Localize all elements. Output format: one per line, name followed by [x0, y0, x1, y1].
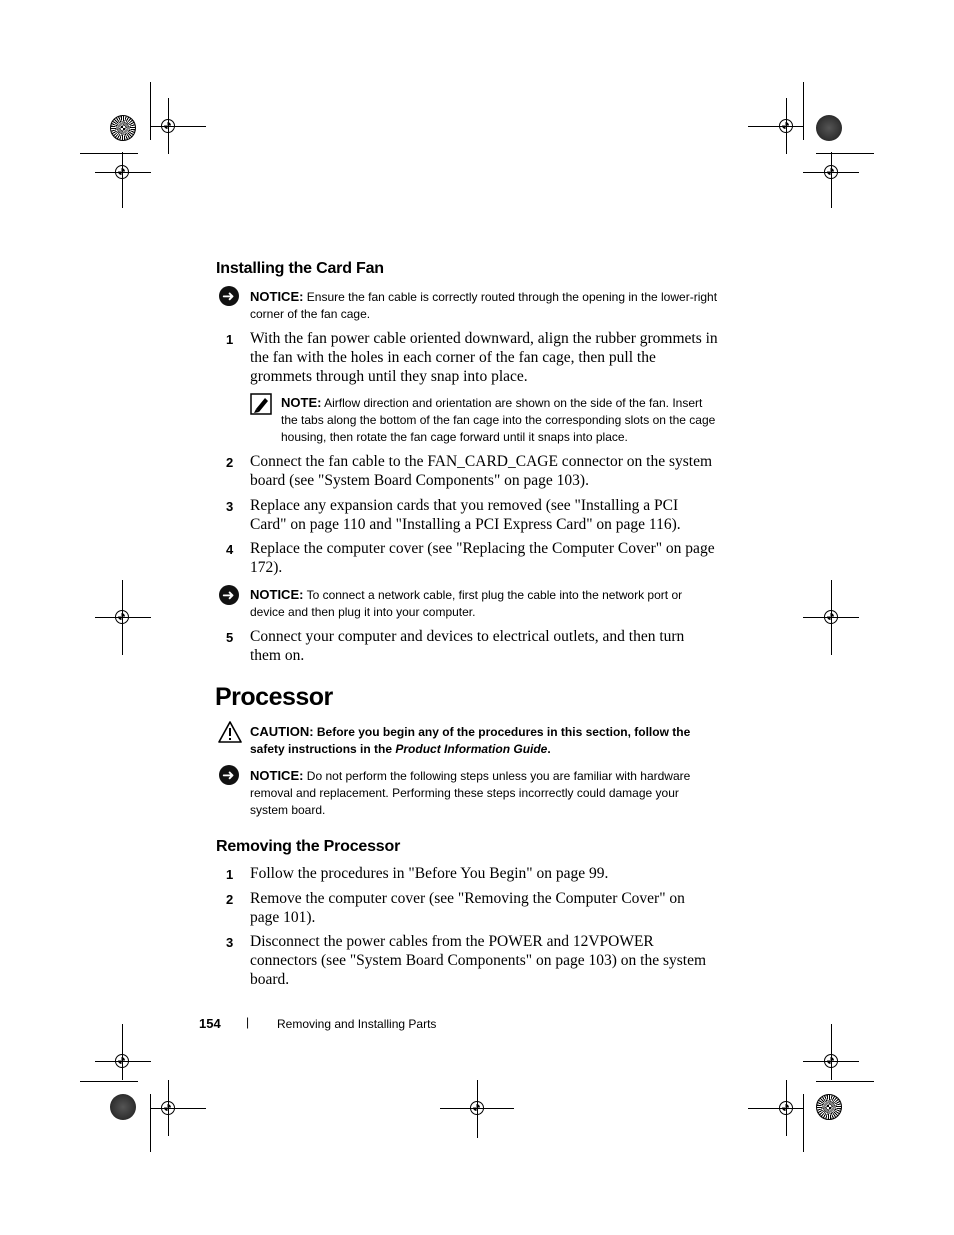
notice-label: NOTICE:	[250, 587, 304, 602]
step-number: 3	[226, 499, 234, 514]
notice-text: Ensure the fan cable is correctly routed through the opening in the lower-right corner of the fan cage.	[250, 290, 718, 321]
step-text: Remove the computer cover (see "Removing the Computer Cover" on page 101).	[250, 890, 685, 926]
registration-target-icon	[816, 115, 842, 141]
step-text: Connect the fan cable to the FAN_CARD_CAGE connector on the system board (see "System Board Components" on page 103).	[250, 453, 713, 489]
caution-triangle-icon	[218, 721, 242, 743]
notice-arrow-icon	[219, 765, 239, 785]
notice-block	[250, 767, 720, 819]
step-number: 4	[226, 542, 234, 557]
registration-target-icon	[816, 1094, 842, 1120]
caution-text: Before you begin any of the procedures in this section, follow the safety instructions in the	[250, 725, 691, 756]
step-text: Follow the procedures in "Before You Begin" on page 99.	[250, 865, 609, 882]
note-text: Airflow direction and orientation are shown on the side of the fan. Insert the tabs along the bottom of the fan cage into the corresponding slots on the cage housing, then rotate the fan cage forward until it snaps into place.	[281, 396, 716, 444]
step-text: Connect your computer and devices to electrical outlets, and then turn them on.	[250, 628, 685, 664]
note-block	[281, 394, 721, 446]
notice-block	[250, 586, 720, 621]
step-number: 1	[226, 332, 234, 347]
caution-label: CAUTION:	[250, 724, 314, 739]
step-number: 1	[226, 867, 234, 882]
notice-text: To connect a network cable, first plug the cable into the network port or device and then plug it into your computer.	[250, 588, 683, 619]
step-number: 5	[226, 630, 234, 645]
registration-target-icon	[110, 1094, 136, 1120]
step-text: Disconnect the power cables from the POWER and 12VPOWER connectors (see "System Board Components" on page 103) on the system board.	[250, 933, 707, 988]
notice-block	[250, 288, 720, 323]
step-number: 3	[226, 935, 234, 950]
step-text: Replace the computer cover (see "Replacing the Computer Cover" on page 172).	[250, 540, 715, 576]
footer-separator: |	[246, 1015, 250, 1029]
notice-label: NOTICE:	[250, 289, 304, 304]
step-number: 2	[226, 892, 234, 907]
notice-arrow-icon	[219, 585, 239, 605]
section-heading: Removing the Processor	[216, 838, 401, 855]
notice-text: Do not perform the following steps unless you are familiar with hardware removal and replacement. Performing these steps incorrectly could damage your system board.	[250, 769, 691, 817]
guide-title: Product Information Guide	[395, 742, 548, 756]
step-number: 2	[226, 455, 234, 470]
step-text: Replace any expansion cards that you removed (see "Installing a PCI Card" on page 110 and "Installing a PCI Express Card" on page 116).	[250, 497, 681, 533]
caution-block	[250, 723, 720, 758]
step-text: With the fan power cable oriented downward, align the rubber grommets in the fan with the holes in each corner of the fan cage, then pull the grommets through until they snap into place.	[250, 330, 718, 385]
footer-section-title: Removing and Installing Parts	[277, 1017, 437, 1031]
note-label: NOTE:	[281, 395, 322, 410]
note-pencil-icon	[250, 393, 272, 415]
page-number: 154	[199, 1016, 221, 1031]
registration-target-icon	[110, 115, 136, 141]
section-heading: Installing the Card Fan	[216, 260, 384, 277]
chapter-heading: Processor	[215, 683, 333, 711]
caution-text-end: .	[547, 742, 551, 756]
notice-arrow-icon	[219, 286, 239, 306]
notice-label: NOTICE:	[250, 768, 304, 783]
